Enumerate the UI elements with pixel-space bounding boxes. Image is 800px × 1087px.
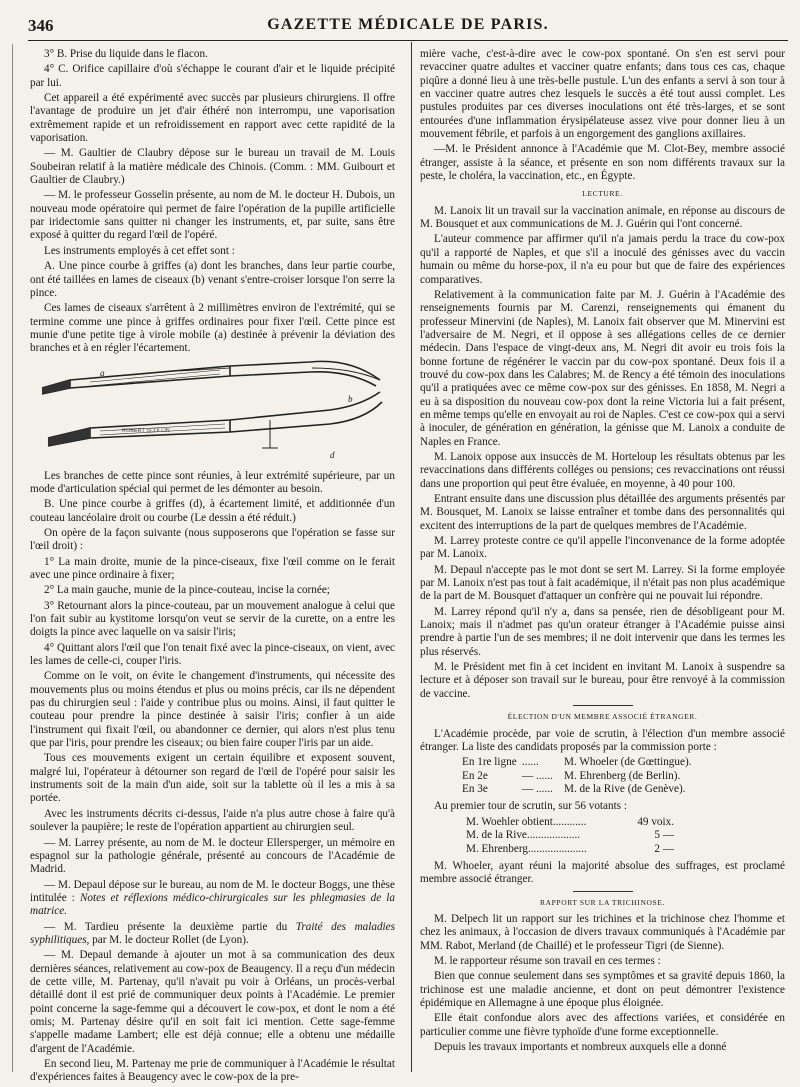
section-heading: RAPPORT SUR LA TRICHINOSE. bbox=[540, 897, 665, 907]
forceps-illustration bbox=[30, 358, 395, 466]
vote-count: 2 — bbox=[654, 842, 674, 855]
vote-candidate: M. Woehler obtient............ bbox=[466, 815, 587, 828]
paragraph: M. Depaul n'accepte pas le mot dont se sert M. Larrey. Si la forme employée par M. Lanoix n'est pas tout à fait académique, il n'était pas non plus académique de la part de M. Bousquet d'attaquer un confrère qui ne pouvait lui répondre. bbox=[420, 563, 785, 603]
vote-candidate: M. de la Rive................... bbox=[466, 829, 581, 842]
left-margin-rule bbox=[12, 44, 13, 1072]
leader-dots: — ...... bbox=[522, 783, 553, 795]
book-title: Traité des maladies syphilitiques, bbox=[30, 920, 395, 946]
leader-dots: — ...... bbox=[522, 769, 553, 782]
paragraph: Cet appareil a été expérimenté avec succès par plusieurs chirurgiens. Il offre l'avantage de produire un jet d'air éthéré non interrompu, une vaporisation extrêmement rapide et un refroidissement en rapport avec cette rapidité de la vaporisation. bbox=[30, 92, 395, 145]
paragraph: mière vache, c'est-à-dire avec le cow-pox spontané. On s'en est servi pour revacciner quatre adultes et vacciner quatre enfants; dans tous ces cas, chaque piqûre a donné lieu à une très-belle pustule. L'un des enfants a servi à son tour à en vacciner quatre autres chez lesquels le succès a été tout aussi complet. Les pustules produites par ces diverses inoculations ont été très-larges, et se sont entourées d'une inflammation érysipélateuse assez vive pour donner lieu à un mouvement fébrile, et parfois à un engorgement des ganglions axillaires. bbox=[420, 48, 785, 141]
engraver-signature: ROBERT SCOLLIN bbox=[122, 427, 170, 434]
paragraph: M. Lanoix lit un travail sur la vaccination animale, en réponse au discours de M. Bousquet et aux communications de M. J. Guérin qui l'ont concerné. bbox=[420, 204, 785, 231]
section-heading: LECTURE. bbox=[582, 189, 623, 199]
candidate-rank: En 2e bbox=[462, 769, 488, 782]
paragraph: M. Whoeler, ayant réuni la majorité absolue des suffrages, est proclamé membre associé étranger. bbox=[420, 859, 785, 886]
figure-label-d: d bbox=[330, 449, 335, 460]
knife-forceps-drawing bbox=[48, 392, 382, 448]
paragraph: Elle était confondue alors avec des affections variées, et considérée en particulier comme une fièvre typhoïde d'une forme exceptionnelle. bbox=[420, 1012, 785, 1038]
scissor-forceps-drawing bbox=[42, 361, 380, 394]
table-row bbox=[466, 843, 785, 856]
journal-title: GAZETTE MÉDICALE DE PARIS. bbox=[267, 16, 549, 33]
section-separator bbox=[573, 705, 633, 706]
paragraph: M. le rapporteur résume son travail en ces termes : bbox=[434, 955, 661, 968]
instrument-engraving bbox=[30, 358, 395, 466]
table-row bbox=[466, 829, 785, 842]
page-number: 346 bbox=[28, 16, 54, 35]
figure-label-a: a bbox=[100, 367, 105, 378]
candidate-list bbox=[462, 756, 785, 796]
table-row bbox=[466, 816, 785, 829]
paragraph: L'Académie procède, par voie de scrutin, à l'élection d'un membre associé étranger. La liste des candidats proposés par la commission porte : bbox=[420, 727, 785, 753]
section-heading: ÉLECTION D'UN MEMBRE ASSOCIÉ ÉTRANGER. bbox=[507, 712, 698, 722]
candidate-name: M. Whoeler (de Gœttingue). bbox=[564, 756, 692, 769]
paragraph: — M. Larrey présente, au nom de M. le docteur Ellersperger, un mémoire en espagnol sur la pathologie générale, présenté au concours de l'Académie de Madrid. bbox=[30, 836, 395, 876]
paragraph: M. Larrey proteste contre ce qu'il appelle l'inconvenance de la forme adoptée par M. Lanoix. bbox=[420, 535, 785, 561]
paragraph: Les instruments employés à cet effet sont : bbox=[44, 244, 235, 257]
section-separator bbox=[573, 891, 633, 892]
list-item bbox=[462, 770, 785, 783]
paragraph: Au premier tour de scrutin, sur 56 votants : bbox=[434, 800, 627, 813]
knife-handle-tip bbox=[48, 428, 90, 446]
paragraph: Relativement à la communication faite par M. J. Guérin à l'Académie des renseignements fournis par M. Carenzi, renseignements qui émanent du professeur Minervini (de Naples), M. Lanoix fait observer que M. Minervini est l'adversaire de M. Negri, et il oppose à ses allégations celles de ce dernier médecin. Dans l'espace de vingt-deux ans, M. Negri dit avoir eu trois fois la bonne fortune de régénérer le vaccin par du cow-pox spontané. Deux fois il a trouvé du cow-pox dans les Calabres; M. de Rency a été témoin des inoculations qu'il a pratiquées avec ce même cow-pox sur des génisses. En 1858, M. Negri a eu à sa disposition du nouveau cow-pox dont la reine Victoria lui a fait présent, en même temps qu'elle en envoyait au roi de Naples. C'est ce cow-pox qui a servi à inoculer, de génération en génération, la génisse que M. Lanoix a conduite de Naples en France. bbox=[420, 288, 785, 448]
paragraph: — M. le professeur Gosselin présente, au nom de M. le docteur H. Dubois, un nouveau mode opératoire qui permet de faire l'opération de la pupille artificielle par iridectomie sans quitter ni changer les instruments, et, par suite, sans être exposé à quitter du regard l'œil de l'opéré. bbox=[30, 189, 395, 242]
vote-candidate: M. Ehrenberg..................... bbox=[466, 842, 587, 855]
paragraph: L'auteur commence par affirmer qu'il n'a jamais perdu la trace du cow-pox qu'il a rapporté de Naples, et que s'il a inoculé des génisses avec du vaccin humain ou même du horse-pox, il n'a eu pour but que de faire des expériences comparatives. bbox=[420, 233, 785, 286]
paragraph: 4° Quittant alors l'œil que l'on tenait fixé avec la pince-ciseaux, on vient, avec les lames de celle-ci, couper l'iris. bbox=[30, 641, 395, 668]
paragraph: Entrant ensuite dans une discussion plus détaillée des arguments présentés par M. Bousquet, M. Lanoix se laisse entraîner et tombe dans des personnalités qui excitent des interruptions de la part de quelques membres de l'Académie. bbox=[420, 493, 785, 532]
paragraph: — M. Gaultier de Claubry dépose sur le bureau un travail de M. Louis Soubeiran relatif à la matière médicale des Chinois. (Comm. : MM. Guibourt et Gaultier de Claubry.) bbox=[30, 147, 395, 187]
left-column bbox=[30, 48, 395, 1087]
paragraph: M. Lanoix oppose aux insuccès de M. Horteloup les résultats obtenus par les revaccinations dans différents colléges ou pensions; ces revaccinations ont réussi dans une proportion qui peut être évaluée, en moyenne, à 40 pour 100. bbox=[420, 450, 785, 490]
paragraph: —M. le Président annonce à l'Académie que M. Clot-Bey, membre associé étranger, assiste à la séance, et présente en son nom différents travaux sur la peste, le choléra, la vaccination, etc., en Égypte. bbox=[420, 143, 785, 183]
candidate-name: M. de la Rive (de Genève). bbox=[564, 783, 686, 795]
paragraph: Avec les instruments décrits ci-dessus, l'aide n'a plus autre chose à faire qu'à soulever la paupière; le reste de l'opération appartient au chirurgien seul. bbox=[30, 807, 395, 834]
candidate-rank: En 1re ligne bbox=[462, 756, 517, 769]
paragraph: On opère de la façon suivante (nous supposerons que l'opération se fasse sur l'œil droit) : bbox=[30, 526, 395, 553]
candidate-rank: En 3e bbox=[462, 783, 488, 795]
vote-results bbox=[466, 816, 785, 856]
paragraph: Bien que connue seulement dans ses symptômes et sa gravité depuis 1860, la trichinose est une maladie ancienne, et dont on peut démontrer l'existence épidémique en Allemagne à une époque plus éloignée. bbox=[420, 970, 785, 1010]
paragraph: 3° B. Prise du liquide dans le flacon. bbox=[44, 48, 208, 60]
forceps-handle-tip bbox=[42, 380, 70, 394]
vote-count: 49 voix. bbox=[637, 815, 674, 828]
paragraph: Les branches de cette pince sont réunies, à leur extrémité supérieure, par un mode d'articulation spécial qui permet de les démonter au besoin. bbox=[30, 469, 395, 495]
list-item bbox=[462, 783, 785, 796]
leader-dots: ...... bbox=[522, 756, 539, 769]
candidate-name: M. Ehrenberg (de Berlin). bbox=[564, 769, 681, 782]
text-run: par M. le docteur Rollet (de Lyon). bbox=[89, 933, 249, 946]
right-column bbox=[420, 48, 785, 1056]
paragraph: A. Une pince courbe à griffes (a) dont les branches, dans leur partie courbe, ont été taillées en lames de ciseaux (b) venant s'entre-croiser lorsque l'on serre la pince. bbox=[30, 260, 395, 299]
text-run: — M. Depaul dépose sur le bureau, au nom de M. le docteur Boggs, une thèse intitulée : bbox=[30, 878, 395, 904]
paragraph: 2° La main gauche, munie de la pince-couteau, incise la cornée; bbox=[44, 584, 330, 597]
paragraph: Depuis les travaux importants et nombreux auxquels elle a donné bbox=[434, 1041, 727, 1054]
paragraph: M. le Président met fin à cet incident en invitant M. Lanoix à suspendre sa lecture et à déposer son travail sur le bureau, pour être renvoyé à la commission de vaccine. bbox=[420, 661, 785, 700]
paragraph: Tous ces mouvements exigent un certain équilibre et exposent souvent, malgré lui, l'opérateur à détourner son regard de l'œil de l'opéré pour saisir les instruments soit de la main d'un aide, soit sur la tablette où il les a mis à sa portée. bbox=[30, 752, 395, 805]
paragraph: 4° C. Orifice capillaire d'où s'échappe le courant d'air et le liquide précipité par lui. bbox=[30, 63, 395, 89]
paragraph: 3° Retournant alors la pince-couteau, par un mouvement analogue à celui que l'on fait subir au kystitome lorsqu'on veut se servir de la curette, on a entre les doigts la pince avec laquelle on va saisir l'iris; bbox=[30, 599, 395, 639]
column-divider bbox=[411, 42, 412, 1072]
figure-label-b: b bbox=[348, 393, 353, 404]
paragraph: M. Larrey répond qu'il n'y a, dans sa pensée, rien de désobligeant pour M. Lanoix; mais il n'admet pas qu'un orateur étranger à l'Académie puisse ainsi prendre à partie l'un de ses membres; il ne doit intervenir que dans les termes les plus réservés. bbox=[420, 605, 785, 658]
page-header bbox=[28, 14, 788, 41]
thesis-title: Notes et réflexions médico-chirurgicales sur les phlegmasies de la matrice. bbox=[30, 891, 395, 918]
list-item bbox=[462, 756, 785, 769]
paragraph: Comme on le voit, on évite le changement d'instruments, qui nécessite des mouvements plus ou moins étendus et plus ou moins précis, car ils ne dépendent pas du chirurgien seul : l'aide y contribue plus ou moins. Ainsi, il faut quitter le couteau pour prendre la pince destinée à saisir l'iris; confier à un aide l'instrument qui fixait l'œil, ou abandonner ce dernier, qui alors n'est plus tenu que par l'iris, pour prendre les ciseaux; ou bien faire couper l'iris par un aide. bbox=[30, 670, 395, 750]
paragraph bbox=[30, 879, 395, 919]
paragraph: — M. Depaul demande à ajouter un mot à sa communication des deux dernières séances, relativement au cow-pox de Beaugency. Il a reçu d'un médecin de cette ville, M. Partenay, qu'il n'avait pu voir à Orléans, un procès-verbal détaillé dont il est prié de communiquer deux points à l'Académie. Le premier point concerne la sage-femme qui a découvert le cow-pox, et dont le nom a été omis; M. Partenay désire qu'il en soit fait ici mention. Cette sage-femme s'appelle madame Lambert; elle est déjà connue; elle a obtenu une médaille d'argent de l'Académie. bbox=[30, 949, 395, 1055]
vote-count: 5 — bbox=[654, 829, 674, 842]
paragraph: En second lieu, M. Partenay me prie de communiquer à l'Académie le résultat d'expériences faites à Beaugency avec le cow-pox de la pre- bbox=[30, 1058, 395, 1084]
paragraph bbox=[30, 921, 395, 948]
paragraph: M. Delpech lit un rapport sur les trichines et la trichinose chez l'homme et chez les animaux, à l'occasion de divers travaux communiqués à l'Académie par MM. Rabot, Merland (de Chaillé) et le professeur Tigri (de Sienne). bbox=[420, 913, 785, 952]
text-run: — M. Tardieu présente la deuxième partie du bbox=[44, 920, 296, 933]
paragraph: B. Une pince courbe à griffes (d), à écartement limité, et additionnée d'un couteau lancéolaire droit ou courbe (Le dessin a été réduit.) bbox=[30, 498, 395, 524]
paragraph: Ces lames de ciseaux s'arrêtent à 2 millimètres environ de l'extrémité, qui se termine comme une pince à griffes ordinaires pour fixer l'œil. Cette pince est munie d'une petite tige à virole mobile (a) destinée à prévenir la déviation des branches et à en régler l'écartement. bbox=[30, 302, 395, 355]
paragraph: 1° La main droite, munie de la pince-ciseaux, fixe l'œil comme on le ferait avec une pince ordinaire à fixer; bbox=[30, 555, 395, 581]
